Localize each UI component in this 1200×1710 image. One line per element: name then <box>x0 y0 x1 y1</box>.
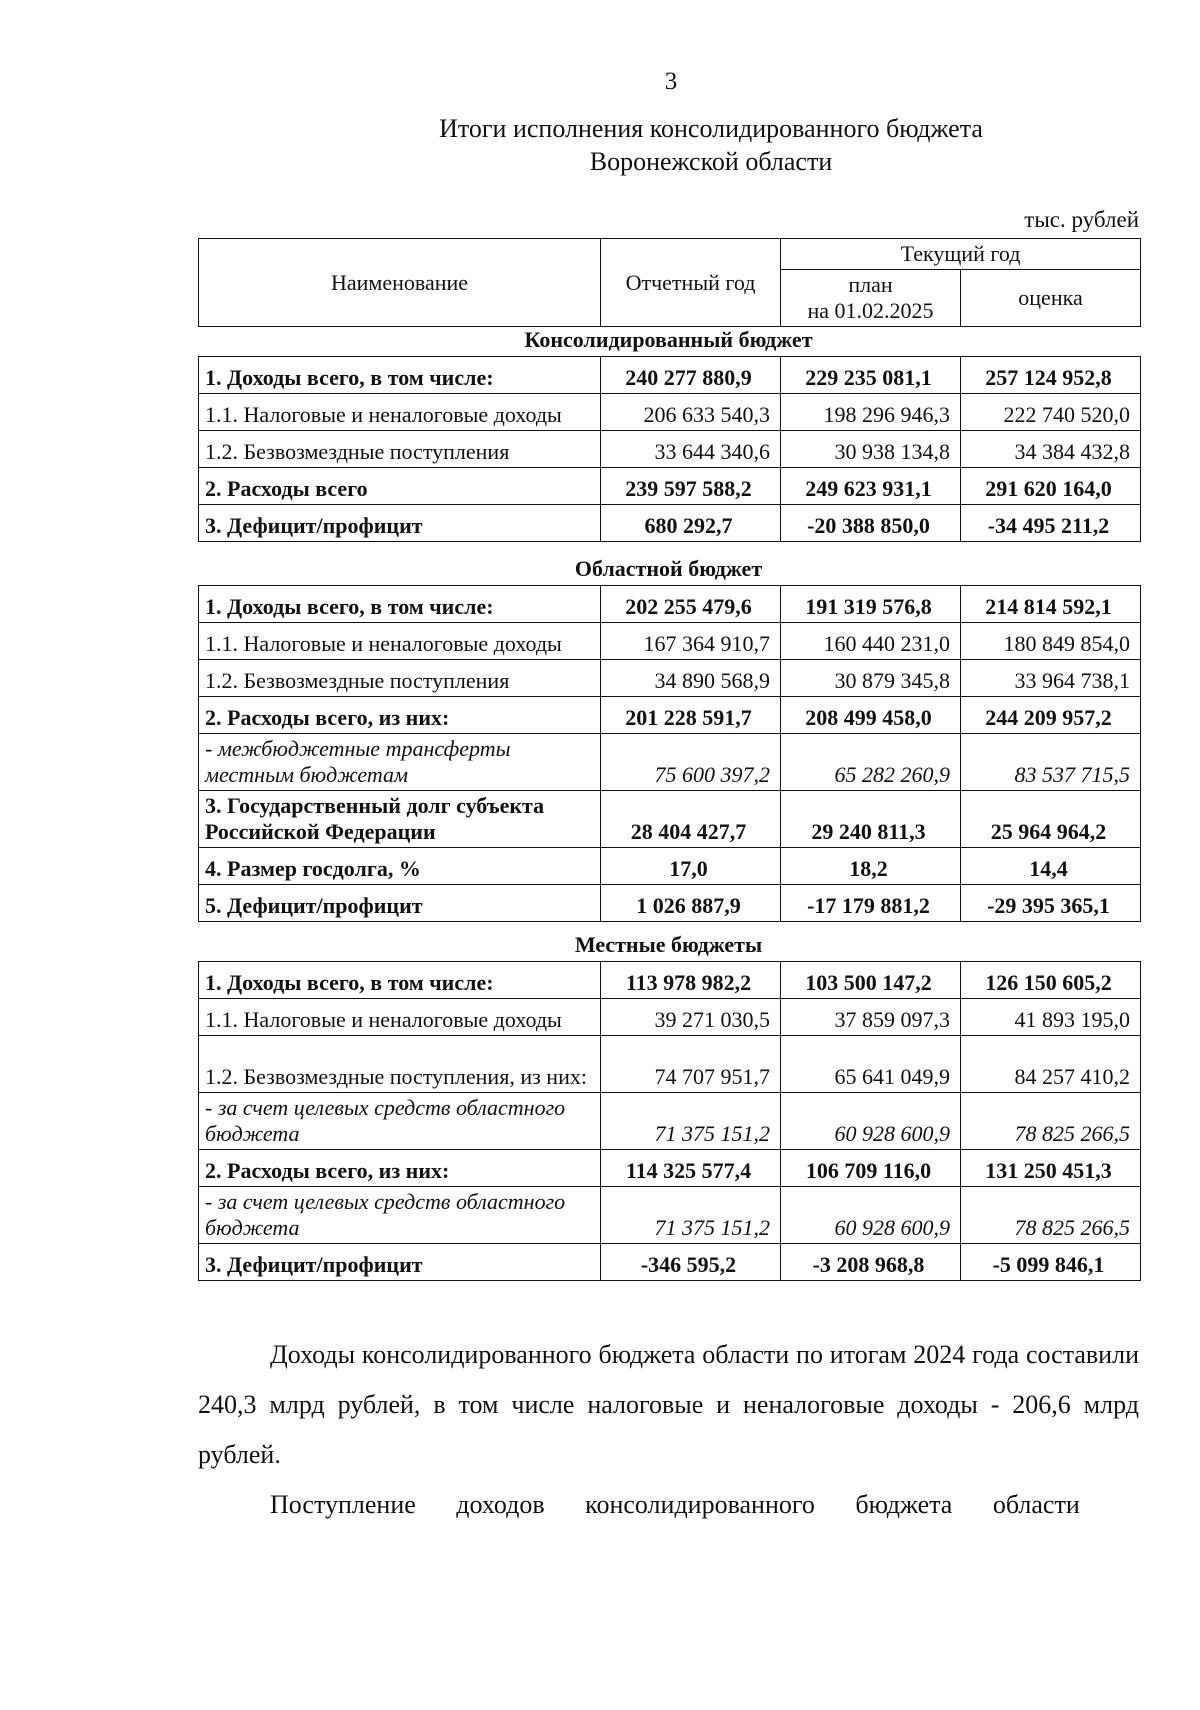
reporting-year-cell: 75 600 397,2 <box>601 734 781 791</box>
estimate-cell: 83 537 715,5 <box>961 734 1141 791</box>
plan-cell: 103 500 147,2 <box>781 962 961 999</box>
table-row <box>199 734 1141 791</box>
table-row <box>199 697 1141 734</box>
estimate-cell: 78 825 266,5 <box>961 1187 1141 1244</box>
reporting-year-cell: 206 633 540,3 <box>601 394 781 431</box>
table-row <box>199 1244 1141 1281</box>
section-table <box>198 585 1141 922</box>
table-row <box>199 848 1141 885</box>
plan-cell: 37 859 097,3 <box>781 999 961 1036</box>
row-name-cell: 1. Доходы всего, в том числе: <box>199 962 601 999</box>
title-line-2: Воронежской области <box>589 147 833 176</box>
estimate-cell: -29 395 365,1 <box>961 885 1141 922</box>
estimate-cell: 126 150 605,2 <box>961 962 1141 999</box>
units-label: тыс. рублей <box>1024 207 1139 232</box>
header-estimate: оценка <box>961 270 1141 327</box>
estimate-cell: 214 814 592,1 <box>961 586 1141 623</box>
plan-cell: 65 641 049,9 <box>781 1036 961 1093</box>
table-row <box>199 791 1141 848</box>
table-row <box>199 394 1141 431</box>
estimate-cell: 180 849 854,0 <box>961 623 1141 660</box>
reporting-year-cell: 1 026 887,9 <box>601 885 781 922</box>
reporting-year-cell: 240 277 880,9 <box>601 357 781 394</box>
estimate-cell: -5 099 846,1 <box>961 1244 1141 1281</box>
estimate-cell: 25 964 964,2 <box>961 791 1141 848</box>
reporting-year-cell: 201 228 591,7 <box>601 697 781 734</box>
estimate-cell: 131 250 451,3 <box>961 1150 1141 1187</box>
table-row <box>199 885 1141 922</box>
plan-cell: 198 296 946,3 <box>781 394 961 431</box>
paragraph-2: Поступление доходов консолидированного бюджета области <box>270 1490 1080 1519</box>
header-current-year: Текущий год <box>781 239 1141 270</box>
row-name-cell: 2. Расходы всего, из них: <box>199 1150 601 1187</box>
estimate-cell: 84 257 410,2 <box>961 1036 1141 1093</box>
section-title: Местные бюджеты <box>574 932 763 957</box>
table-row <box>199 468 1141 505</box>
reporting-year-cell: -346 595,2 <box>601 1244 781 1281</box>
table-row <box>199 660 1141 697</box>
reporting-year-cell: 74 707 951,7 <box>601 1036 781 1093</box>
table-row <box>199 586 1141 623</box>
plan-cell: 191 319 576,8 <box>781 586 961 623</box>
table-row <box>199 623 1141 660</box>
table-header <box>198 238 1141 327</box>
row-name-cell: 1.1. Налоговые и неналоговые доходы <box>199 999 601 1036</box>
table-row <box>199 962 1141 999</box>
table-row <box>199 1150 1141 1187</box>
section-title: Консолидированный бюджет <box>524 327 813 352</box>
reporting-year-cell: 113 978 982,2 <box>601 962 781 999</box>
row-name-cell: - за счет целевых средств областного бюджета <box>199 1093 601 1150</box>
row-name-cell: 3. Дефицит/профицит <box>199 1244 601 1281</box>
table-row <box>199 1093 1141 1150</box>
plan-cell: 30 879 345,8 <box>781 660 961 697</box>
estimate-cell: 78 825 266,5 <box>961 1093 1141 1150</box>
header-plan: план на 01.02.2025 <box>781 270 961 327</box>
section-table <box>198 961 1141 1281</box>
plan-cell: 249 623 931,1 <box>781 468 961 505</box>
reporting-year-cell: 33 644 340,6 <box>601 431 781 468</box>
document-title <box>0 112 1200 178</box>
plan-cell: 60 928 600,9 <box>781 1187 961 1244</box>
plan-cell: -3 208 968,8 <box>781 1244 961 1281</box>
header-name: Наименование <box>199 239 601 327</box>
header-reporting-year: Отчетный год <box>601 239 781 327</box>
paragraph-1: Доходы консолидированного бюджета области по итогам 2024 года составили 240,3 млрд рублей, в том числе налоговые и неналоговые доходы - 206,6 млрд рублей. <box>198 1340 1139 1469</box>
reporting-year-cell: 680 292,7 <box>601 505 781 542</box>
reporting-year-cell: 71 375 151,2 <box>601 1187 781 1244</box>
plan-cell: 30 938 134,8 <box>781 431 961 468</box>
plan-cell: 229 235 081,1 <box>781 357 961 394</box>
estimate-cell: 291 620 164,0 <box>961 468 1141 505</box>
plan-cell: 208 499 458,0 <box>781 697 961 734</box>
table-row <box>199 357 1141 394</box>
plan-cell: -20 388 850,0 <box>781 505 961 542</box>
row-name-cell: 1.1. Налоговые и неналоговые доходы <box>199 394 601 431</box>
plan-cell: 160 440 231,0 <box>781 623 961 660</box>
reporting-year-cell: 17,0 <box>601 848 781 885</box>
table-row <box>199 505 1141 542</box>
row-name-cell: 1.2. Безвозмездные поступления <box>199 431 601 468</box>
reporting-year-cell: 239 597 588,2 <box>601 468 781 505</box>
row-name-cell: 1.1. Налоговые и неналоговые доходы <box>199 623 601 660</box>
row-name-cell: - за счет целевых средств областного бюджета <box>199 1187 601 1244</box>
plan-cell: 18,2 <box>781 848 961 885</box>
reporting-year-cell: 39 271 030,5 <box>601 999 781 1036</box>
section-title: Областной бюджет <box>574 556 763 581</box>
plan-cell: -17 179 881,2 <box>781 885 961 922</box>
table-row <box>199 431 1141 468</box>
plan-cell: 106 709 116,0 <box>781 1150 961 1187</box>
plan-cell: 65 282 260,9 <box>781 734 961 791</box>
row-name-cell: 3. Государственный долг субъекта Российской Федерации <box>199 791 601 848</box>
row-name-cell: 4. Размер госдолга, % <box>199 848 601 885</box>
row-name-cell: - межбюджетные трансферты местным бюджетам <box>199 734 601 791</box>
plan-cell: 60 928 600,9 <box>781 1093 961 1150</box>
section-table <box>198 356 1141 542</box>
reporting-year-cell: 202 255 479,6 <box>601 586 781 623</box>
table-row <box>199 999 1141 1036</box>
row-name-cell: 2. Расходы всего, из них: <box>199 697 601 734</box>
table-row <box>199 1187 1141 1244</box>
row-name-cell: 1. Доходы всего, в том числе: <box>199 586 601 623</box>
estimate-cell: 257 124 952,8 <box>961 357 1141 394</box>
estimate-cell: 14,4 <box>961 848 1141 885</box>
estimate-cell: 244 209 957,2 <box>961 697 1141 734</box>
plan-cell: 29 240 811,3 <box>781 791 961 848</box>
page-number: 3 <box>664 68 678 95</box>
title-line-1: Итоги исполнения консолидированного бюджета <box>439 114 983 143</box>
estimate-cell: -34 495 211,2 <box>961 505 1141 542</box>
reporting-year-cell: 28 404 427,7 <box>601 791 781 848</box>
estimate-cell: 222 740 520,0 <box>961 394 1141 431</box>
estimate-cell: 41 893 195,0 <box>961 999 1141 1036</box>
estimate-cell: 34 384 432,8 <box>961 431 1141 468</box>
row-name-cell: 3. Дефицит/профицит <box>199 505 601 542</box>
reporting-year-cell: 71 375 151,2 <box>601 1093 781 1150</box>
table-row <box>199 1036 1141 1093</box>
row-name-cell: 1.2. Безвозмездные поступления, из них: <box>199 1036 601 1093</box>
estimate-cell: 33 964 738,1 <box>961 660 1141 697</box>
reporting-year-cell: 114 325 577,4 <box>601 1150 781 1187</box>
reporting-year-cell: 167 364 910,7 <box>601 623 781 660</box>
reporting-year-cell: 34 890 568,9 <box>601 660 781 697</box>
row-name-cell: 2. Расходы всего <box>199 468 601 505</box>
row-name-cell: 1. Доходы всего, в том числе: <box>199 357 601 394</box>
row-name-cell: 1.2. Безвозмездные поступления <box>199 660 601 697</box>
row-name-cell: 5. Дефицит/профицит <box>199 885 601 922</box>
